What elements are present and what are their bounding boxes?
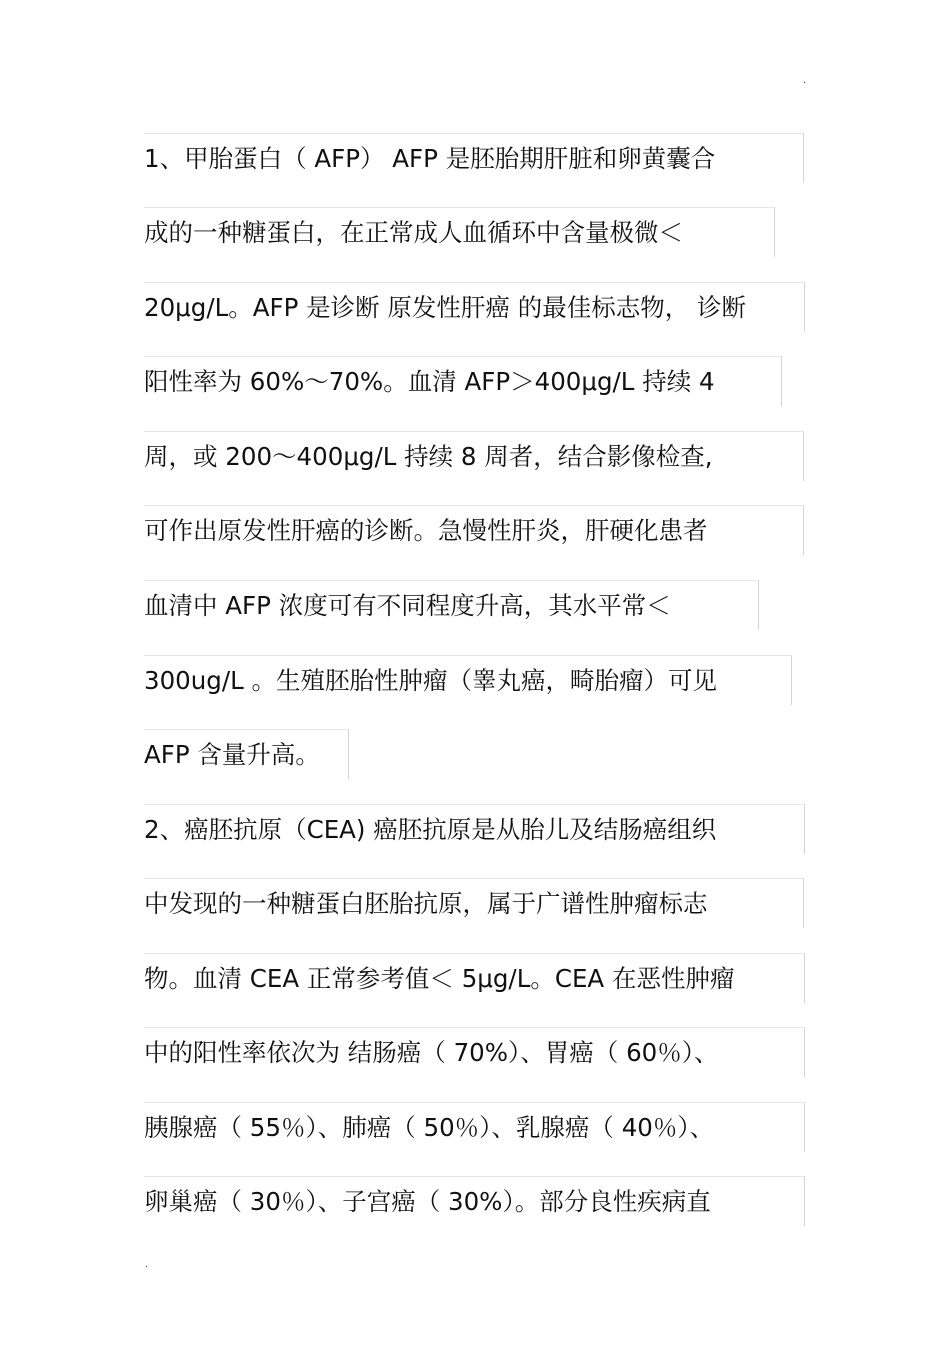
text-line-3: 20μg/L。AFP 是诊断 原发性肝癌 的最佳标志物， 诊断 [144, 282, 805, 332]
page-corner-mark-top: . [803, 75, 807, 86]
text-line-5: 周，或 200～400μg/L 持续 8 周者，结合影像检查, [144, 431, 804, 481]
text-line-7: 血清中 AFP 浓度可有不同程度升高，其水平常＜ [144, 580, 759, 630]
text-line-1: 1、甲胎蛋白（ AFP） AFP 是胚胎期肝脏和卵黄囊合 [144, 133, 804, 183]
page-corner-mark-bottom: . [145, 1259, 149, 1270]
text-line-2: 成的一种糖蛋白，在正常成人血循环中含量极微＜ [144, 207, 775, 257]
text-line-6: 可作出原发性肝癌的诊断。急慢性肝炎，肝硬化患者 [144, 505, 804, 555]
text-line-8: 300ug/L 。生殖胚胎性肿瘤（睾丸癌，畸胎瘤）可见 [144, 655, 792, 705]
text-line-4: 阳性率为 60%～70%。血清 AFP＞400μg/L 持续 4 [144, 356, 782, 406]
text-line-13: 中的阳性率依次为 结肠癌（ 70%）、胃癌（ 60％）、 [144, 1027, 805, 1077]
text-line-14: 胰腺癌（ 55％）、肺癌（ 50％）、乳腺癌（ 40％）、 [144, 1102, 805, 1152]
text-line-9: AFP 含量升高。 [144, 729, 349, 779]
text-line-10: 2、癌胚抗原（CEA) 癌胚抗原是从胎儿及结肠癌组织 [144, 804, 805, 854]
text-line-15: 卵巢癌（ 30％）、子宫癌（ 30%）。部分良性疾病直 [144, 1176, 805, 1226]
text-line-11: 中发现的一种糖蛋白胚胎抗原，属于广谱性肿瘤标志 [144, 878, 804, 928]
text-line-12: 物。血清 CEA 正常参考值＜ 5μg/L。CEA 在恶性肿瘤 [144, 953, 805, 1003]
